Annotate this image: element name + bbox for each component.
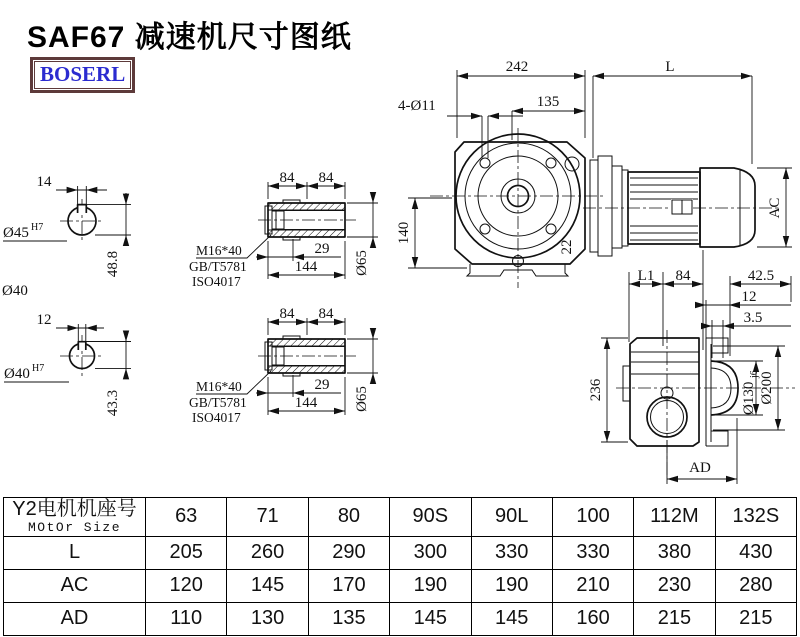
table-cell: 145: [390, 602, 471, 635]
column-header: 90L: [471, 498, 552, 537]
label-std-gb: GB/T5781: [189, 259, 247, 274]
dim-12-flange: 12: [741, 289, 757, 305]
dim-144: 144: [294, 259, 318, 275]
front-view-gearbox-motor: [396, 59, 792, 288]
motor-size-table: [3, 497, 797, 636]
dim-dia130: [741, 370, 760, 415]
column-header: 90S: [390, 498, 471, 537]
dim-242: 242: [505, 59, 529, 75]
dim-dia130-base: Ø130: [741, 381, 757, 415]
boserl-logo: [30, 57, 135, 93]
dim-84-right: 84: [318, 170, 334, 186]
dim-140: 140: [396, 221, 412, 245]
boserl-logo-text: BOSERL: [40, 62, 126, 86]
dim-135: 135: [536, 94, 560, 110]
table-cell: 130: [227, 602, 308, 635]
dim-AD: AD: [689, 460, 711, 476]
row-label: AC: [4, 569, 146, 602]
table-row-AD: [4, 602, 797, 635]
dim-84-right: 84: [318, 306, 334, 322]
table-cell: 380: [634, 536, 715, 569]
column-header: 80: [308, 498, 389, 537]
dim-42-5: 42.5: [747, 268, 775, 284]
dim-84-left: 84: [279, 306, 295, 322]
label-std-iso: ISO4017: [192, 410, 241, 425]
table-cell: 215: [715, 602, 796, 635]
dim-29: 29: [314, 377, 330, 393]
table-cell: 210: [552, 569, 633, 602]
table-header-row: [4, 498, 797, 537]
table-cell: 330: [471, 536, 552, 569]
dim-12-key: 12: [36, 312, 52, 328]
dim-43-3: 43.3: [105, 389, 121, 417]
dim-22: 22: [559, 239, 575, 255]
dim-14: 14: [36, 174, 52, 190]
table-cell: 120: [146, 569, 227, 602]
row-label: L: [4, 536, 146, 569]
table-cell: 215: [634, 602, 715, 635]
table-cell: 330: [552, 536, 633, 569]
dim-dia65: Ø65: [354, 386, 370, 412]
table-row-L: [4, 536, 797, 569]
side-view-output: [588, 250, 795, 484]
table-cell: 145: [471, 602, 552, 635]
table-cell: 430: [715, 536, 796, 569]
label-std-gb: GB/T5781: [189, 395, 247, 410]
dim-144: 144: [294, 395, 318, 411]
table-cell: 160: [552, 602, 633, 635]
label-dia40h7: Ø40: [4, 366, 30, 382]
label-std-iso: ISO4017: [192, 274, 241, 289]
dim-48-8: 48.8: [105, 250, 121, 278]
dim-L1: L1: [637, 268, 655, 284]
dim-dia65: Ø65: [354, 250, 370, 276]
label-dia45: Ø45: [3, 225, 29, 241]
header-line1: Y2电机机座号: [12, 498, 137, 520]
column-header-motor-size: [4, 498, 146, 537]
label-bolt: M16*40: [196, 379, 242, 394]
label-bolt: M16*40: [196, 243, 242, 258]
hollow-shaft-upper: [189, 170, 378, 289]
table-cell: 230: [634, 569, 715, 602]
dim-84-left: 84: [279, 170, 295, 186]
table-cell: 110: [146, 602, 227, 635]
column-header: 63: [146, 498, 227, 537]
column-header: 71: [227, 498, 308, 537]
dim-dia130-tolerance: j6: [749, 370, 760, 378]
dim-29: 29: [314, 241, 330, 257]
table-cell: 280: [715, 569, 796, 602]
dim-4xd11: 4-Ø11: [398, 98, 436, 114]
table-cell: 190: [471, 569, 552, 602]
label-dia45-tolerance: H7: [31, 222, 44, 233]
table-cell: 190: [390, 569, 471, 602]
dim-3-5: 3.5: [743, 310, 763, 326]
dim-L: L: [665, 59, 675, 75]
label-dia40-tolerance: H7: [32, 363, 45, 374]
dim-dia200: Ø200: [759, 371, 775, 405]
table-cell: 145: [227, 569, 308, 602]
dim-236: 236: [588, 378, 604, 402]
table-cell: 135: [308, 602, 389, 635]
shaft-section-upper: [2, 174, 131, 299]
dim-AC: AC: [767, 197, 783, 219]
column-header: 112M: [634, 498, 715, 537]
column-header: 132S: [715, 498, 796, 537]
label-dia40: Ø40: [2, 283, 28, 299]
table-cell: 290: [308, 536, 389, 569]
header-line2: MOtOr Size: [27, 520, 121, 535]
table-cell: 205: [146, 536, 227, 569]
table-cell: 260: [227, 536, 308, 569]
boserl-logo-frame: [34, 61, 131, 89]
column-header: 100: [552, 498, 633, 537]
row-label: AD: [4, 602, 146, 635]
table-cell: 170: [308, 569, 389, 602]
shaft-section-lower: [4, 312, 131, 416]
page-title: SAF67 减速机尺寸图纸: [27, 21, 352, 54]
dim-84-side: 84: [675, 268, 691, 284]
hollow-shaft-lower: [189, 306, 378, 425]
table-row-AC: [4, 569, 797, 602]
table-cell: 300: [390, 536, 471, 569]
